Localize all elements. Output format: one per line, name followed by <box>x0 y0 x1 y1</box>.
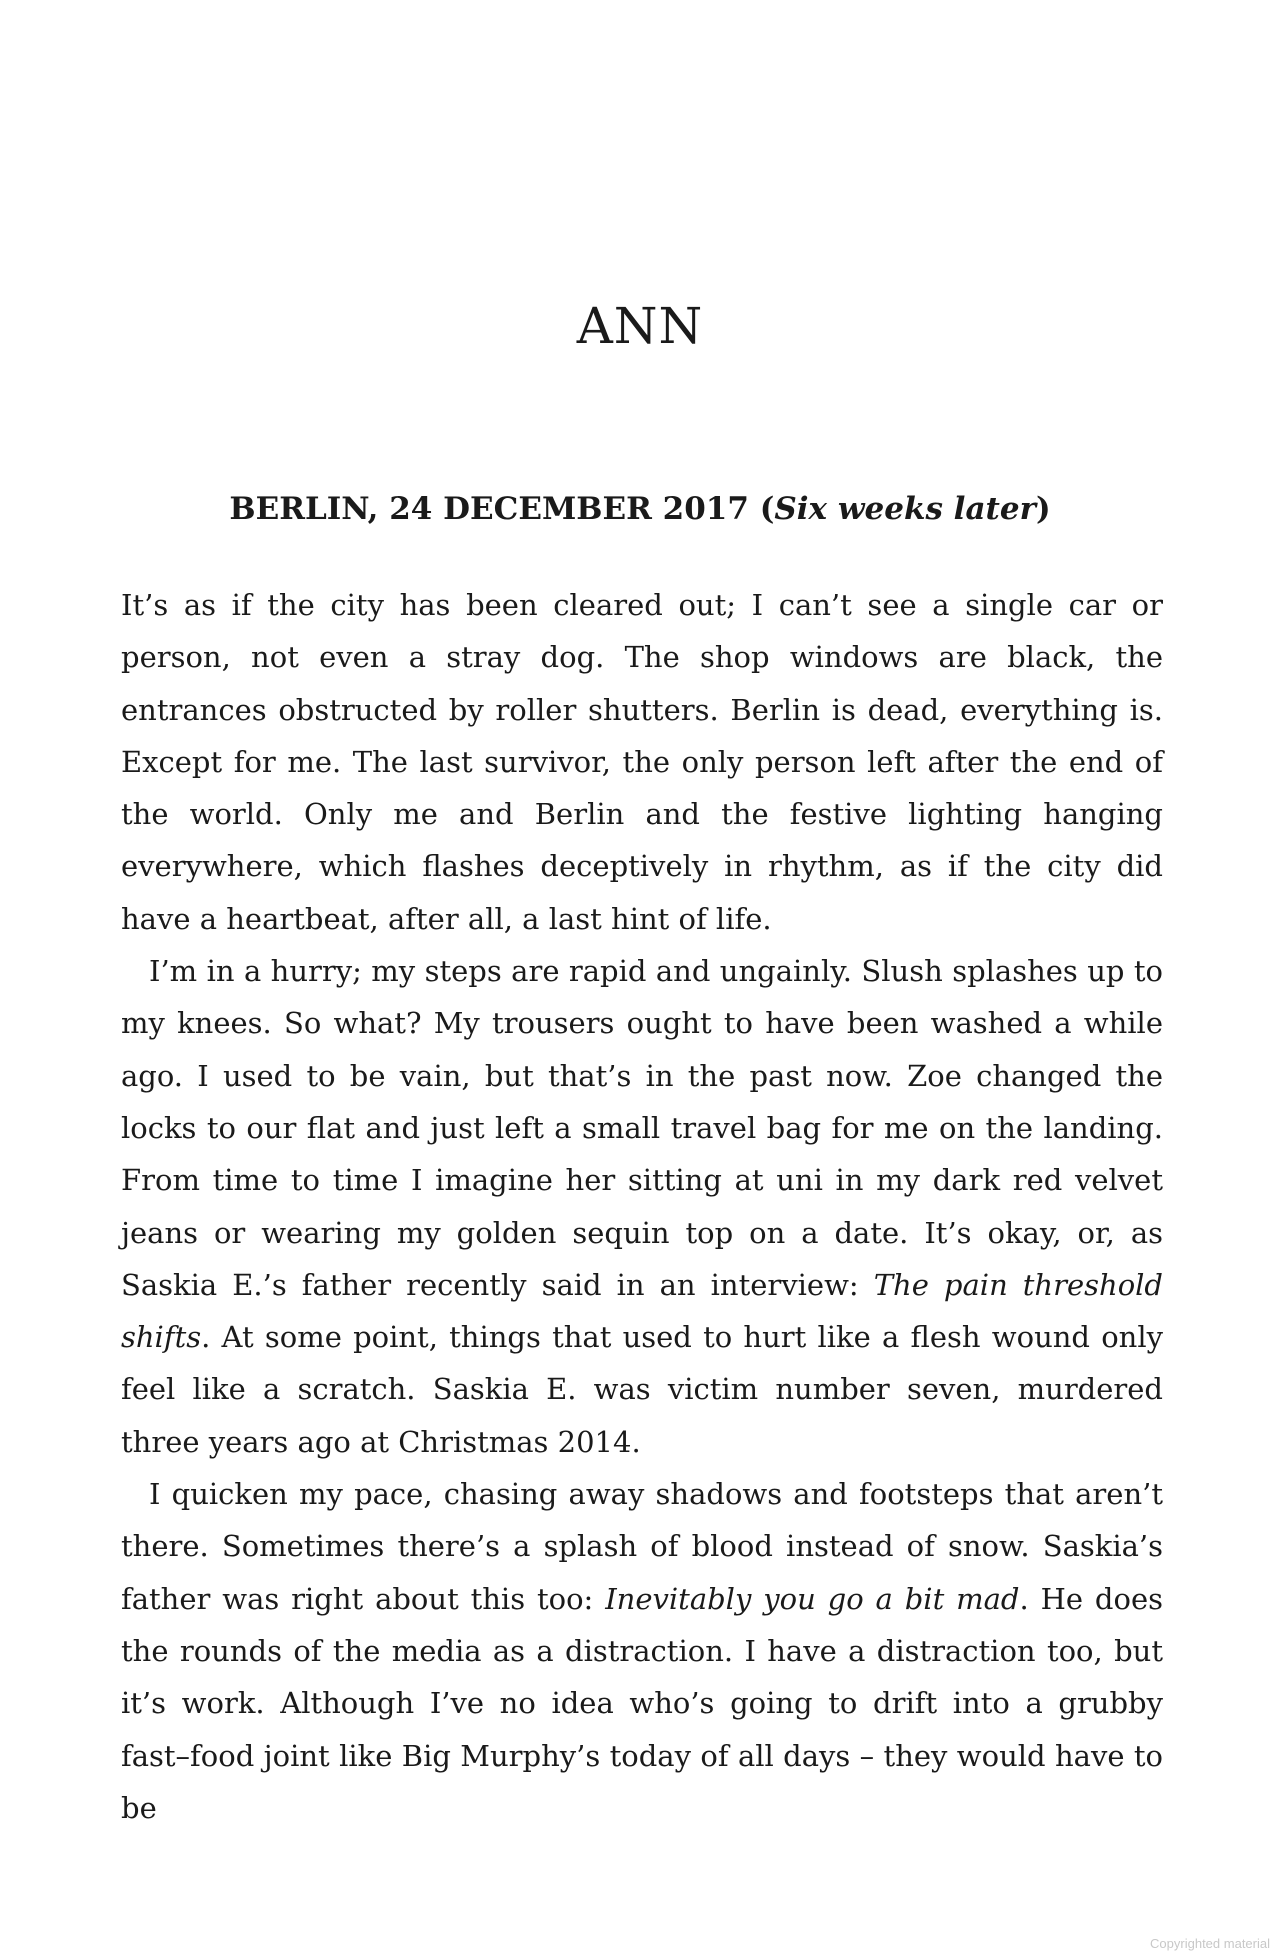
subheading-close: ) <box>1035 491 1051 527</box>
subheading-note: Six weeks later <box>774 491 1036 527</box>
paragraph-1-text: It’s as if the city has been cleared out; I can’t see a single car or person, not even a stray dog. The shop windows are black, the entrances obstructed by roller shutters. Berlin is dead, everything is. Except for me. The last survivor, the only person left after the end of the world. Only me and Berlin and the festive lighting hanging everywhere, which flashes deceptively in rhythm, as if the city did have a heartbeat, after all, a last hint of life. <box>121 588 1163 936</box>
chapter-subheading <box>0 487 1280 531</box>
paragraph-3-italic: Inevitably you go a bit mad <box>605 1581 1020 1616</box>
paragraph-3-text-b: . He does the rounds of the media as a distraction. I have a distraction too, but it’s work. Although I’ve no idea who’s going to drift into a grubby fast–food joint like Big Murphy’s today of all days – they would have to be <box>121 1581 1163 1825</box>
paragraph-3-text-a: I quicken my pace, chasing away shadows and footsteps that aren’t there. Sometimes there’s a splash of blood instead of snow. Saskia’s father was right about this too: <box>121 1477 1163 1616</box>
body-text <box>121 579 1163 1834</box>
copyright-notice: Copyrighted material <box>1150 1936 1270 1951</box>
paragraph-2-text-a: I’m in a hurry; my steps are rapid and ungainly. Slush splashes up to my knees. So what? My trousers ought to have been washed a while ago. I used to be vain, but that’s in the past now. Zoe changed the locks to our flat and just left a small travel bag for me on the landing. From time to time I imagine her sitting at uni in my dark red velvet jeans or wearing my golden sequin top on a date. It’s okay, or, as Saskia E.’s father recently said in an interview: <box>121 954 1163 1302</box>
paragraph-2-italic: The pain threshold shifts <box>121 1267 1163 1355</box>
chapter-title: ANN <box>576 297 704 355</box>
paragraph-2 <box>121 945 1163 1468</box>
paragraph-2-text-b: . At some point, things that used to hurt like a flesh wound only feel like a scratch. Saskia E. was victim number seven, murdered three years ago at Christmas 2014. <box>121 1320 1163 1459</box>
subheading-place-date: BERLIN, 24 DECEMBER 2017 ( <box>229 491 775 527</box>
paragraph-1 <box>121 579 1163 945</box>
paragraph-3 <box>121 1468 1163 1834</box>
